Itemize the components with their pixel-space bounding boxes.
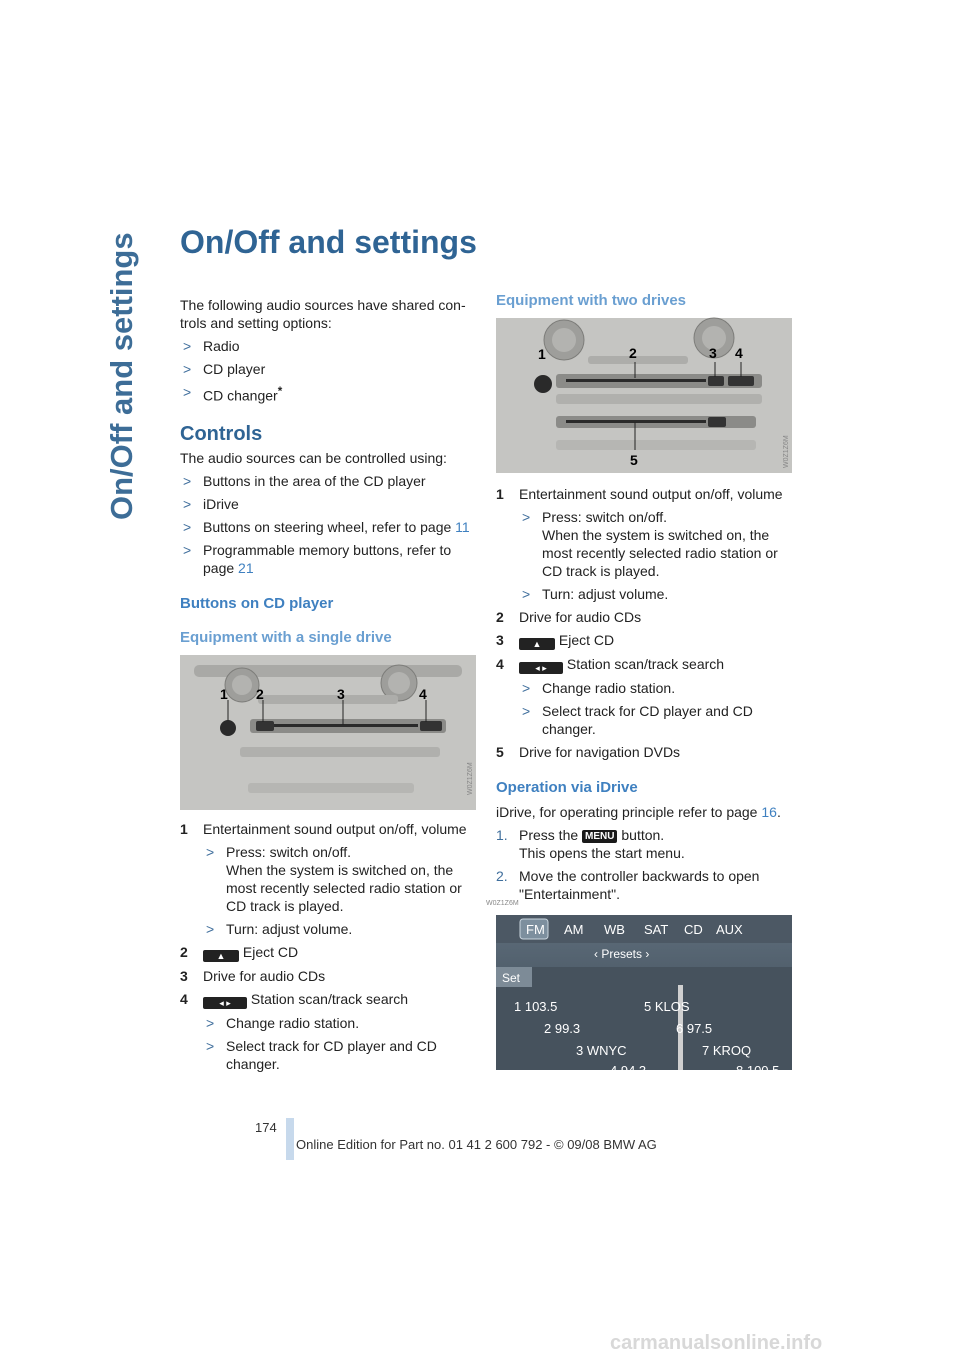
track-search-button-icon: ◂ ▸ [519, 662, 563, 674]
footer-bar [286, 1118, 294, 1160]
station-4: 4 94.3 [610, 1063, 647, 1078]
sub-item-text: Press: switch on/off. When the system is switched on, the most recently selected radio station or CD track is played. [226, 843, 462, 914]
cd-player-illustration [180, 655, 476, 810]
sub-item [519, 702, 792, 738]
page-number: 174 [255, 1120, 277, 1135]
step-text: Press the [519, 827, 583, 843]
list-item [180, 990, 476, 1009]
controls-heading: Controls [180, 422, 263, 445]
menu-button-icon: MENU [582, 830, 617, 843]
bullet-marker: > [522, 509, 531, 525]
station-2: 2 99.3 [544, 1021, 581, 1036]
list-item [180, 967, 476, 985]
item-number: 3 [180, 967, 188, 984]
station-8: 8 100.5 [736, 1063, 780, 1078]
page-link[interactable]: 21 [238, 559, 254, 576]
track-search-button-icon: ◂ ▸ [203, 997, 247, 1009]
eject-button-icon: ▲ [203, 950, 239, 962]
entertainment-screen-illustration [486, 900, 792, 1078]
bullet-marker: > [522, 680, 531, 696]
bullet-marker: > [183, 472, 192, 489]
page-title: On/Off and settings [180, 224, 477, 260]
item-number: 3 [496, 632, 504, 648]
asterisk-mark: * [277, 385, 283, 398]
source-item [180, 383, 476, 405]
list-item [496, 631, 792, 650]
item-text: Entertainment sound output on/off, volume [203, 820, 467, 837]
bullet-marker: > [183, 361, 192, 377]
sub-item-text: Change radio station. [542, 680, 676, 696]
item-number: 4 [180, 990, 188, 1007]
sources-list [180, 337, 476, 405]
right-column [486, 292, 792, 1078]
callout-1: 1 [538, 346, 546, 362]
image-code: W0Z1Z6M [783, 435, 790, 468]
controls-item [180, 495, 476, 513]
controls-item-text: Buttons on steering wheel, refer to page [203, 518, 456, 535]
set-label: Set [502, 971, 521, 985]
sub-item [203, 1014, 476, 1032]
side-tab: On/Off and settings [104, 232, 139, 520]
idrive-text: iDrive, for operating principle refer to page 16. [496, 804, 781, 820]
left-column [180, 296, 476, 1073]
station-5: 5 KLOS [644, 999, 690, 1014]
single-drive-heading: Equipment with a single drive [180, 628, 392, 646]
callout-5: 5 [630, 452, 638, 468]
sub-item-text: Turn: adjust volume. [542, 586, 669, 602]
item-text: Drive for navigation DVDs [519, 744, 681, 760]
idrive-step [496, 826, 792, 862]
sub-item [519, 679, 792, 697]
callout-4: 4 [419, 685, 427, 702]
source-item [180, 337, 476, 355]
bullet-marker: > [183, 495, 192, 512]
sub-item [519, 585, 792, 603]
list-item [496, 608, 792, 626]
bullet-marker: > [522, 703, 531, 719]
sub-item [203, 920, 476, 938]
cd-player-two-drives-illustration [496, 318, 792, 473]
online-edition: Online Edition for Part no. 01 41 2 600 792 - © 09/08 BMW AG [296, 1137, 657, 1152]
single-drive-image [180, 655, 476, 810]
item-text: Station scan/track search [247, 990, 409, 1007]
item-text: Drive for audio CDs [203, 967, 326, 984]
page-link-16[interactable]: 16 [761, 804, 777, 820]
item-number: 1 [180, 820, 188, 837]
two-drives-list [496, 485, 792, 761]
watermark: carmanualsonline.info [610, 1332, 823, 1354]
entertainment-screen [486, 900, 792, 1078]
item-number: 5 [496, 744, 504, 760]
two-drives-heading: Equipment with two drives [496, 292, 687, 309]
sub-item-text: Select track for CD player and CD changer. [542, 703, 753, 737]
bullet-marker: > [206, 1037, 215, 1054]
idrive-step [496, 867, 792, 903]
list-item [496, 655, 792, 674]
intro-text: The following audio sources have shared con-trols and setting options: [180, 297, 466, 331]
item-number: 2 [496, 609, 504, 625]
source-item [180, 360, 476, 378]
sub-item-text: Select track for CD player and CD changer. [226, 1037, 437, 1072]
sub-item [203, 843, 476, 915]
callout-2: 2 [629, 345, 637, 361]
controls-item [180, 541, 476, 577]
controls-item-text: Buttons in the area of the CD player [203, 472, 426, 489]
list-item [180, 943, 476, 962]
item-text: Entertainment sound output on/off, volume [519, 486, 783, 502]
item-number: 2 [180, 943, 188, 960]
callout-1: 1 [220, 685, 228, 702]
item-text: Station scan/track search [563, 656, 725, 672]
step-number: 1. [496, 827, 508, 843]
bullet-marker: > [183, 338, 192, 354]
sub-item [203, 1037, 476, 1073]
callout-3: 3 [337, 685, 345, 702]
station-6: 6 97.5 [676, 1021, 713, 1036]
station-1: 1 103.5 [514, 999, 558, 1014]
callout-4: 4 [735, 345, 743, 361]
eject-button-icon: ▲ [519, 638, 555, 650]
step-number: 2. [496, 868, 508, 884]
item-number: 4 [496, 656, 504, 672]
tab-wb: WB [604, 922, 625, 937]
tab-sat: SAT [644, 922, 669, 937]
list-item [496, 743, 792, 761]
controls-item-text: iDrive [203, 495, 239, 512]
tab-fm: FM [526, 922, 545, 937]
source-item-text: Radio [203, 338, 240, 354]
controls-list [180, 472, 476, 577]
station-7: 7 KROQ [702, 1043, 752, 1058]
source-item-text: CD player [203, 361, 266, 377]
sub-item-text: Change radio station. [226, 1014, 360, 1031]
item-text: Eject CD [555, 632, 615, 648]
tab-aux: AUX [716, 922, 743, 937]
page-link[interactable]: 11 [455, 518, 470, 535]
sub-item [519, 508, 792, 580]
callout-2: 2 [256, 685, 264, 702]
tab-am: AM [564, 922, 584, 937]
bullet-marker: > [183, 384, 192, 400]
sub-item-text: Press: switch on/off. When the system is switched on, the most recently selected radio station or CD track is played. [542, 509, 778, 579]
station-3: 3 WNYC [576, 1043, 627, 1058]
step-text: Move the controller backwards to open "Entertainment". [519, 868, 760, 902]
two-drives-image [496, 318, 792, 473]
callout-3: 3 [709, 345, 717, 361]
idrive-steps [496, 826, 792, 903]
sub-item-text: Turn: adjust volume. [226, 920, 353, 937]
bullet-marker: > [522, 586, 531, 602]
item-text: Drive for audio CDs [519, 609, 642, 625]
controls-item [180, 472, 476, 490]
single-drive-list [180, 820, 476, 1073]
bullet-marker: > [183, 541, 192, 558]
item-number: 1 [496, 486, 504, 502]
tab-cd: CD [684, 922, 703, 937]
image-code: W0Z1Z6M [467, 761, 474, 795]
bullet-marker: > [183, 518, 192, 535]
bullet-marker: > [206, 843, 215, 860]
controls-item-text: Programmable memory buttons, refer to page [203, 541, 452, 576]
bullet-marker: > [206, 920, 215, 937]
image-code: W0Z1Z6M [486, 900, 519, 907]
step-text: button. This opens the start menu. [519, 827, 685, 861]
controls-text: The audio sources can be controlled using: [180, 449, 447, 466]
list-item [180, 820, 476, 838]
idrive-heading: Operation via iDrive [496, 779, 638, 796]
source-item-text: CD changer [203, 387, 278, 404]
controls-item [180, 518, 476, 536]
bullet-marker: > [206, 1014, 215, 1031]
cd-buttons-heading: Buttons on CD player [180, 594, 334, 612]
presets-label: ‹ Presets › [594, 947, 650, 961]
list-item [496, 485, 792, 503]
item-text: Eject CD [239, 943, 299, 960]
